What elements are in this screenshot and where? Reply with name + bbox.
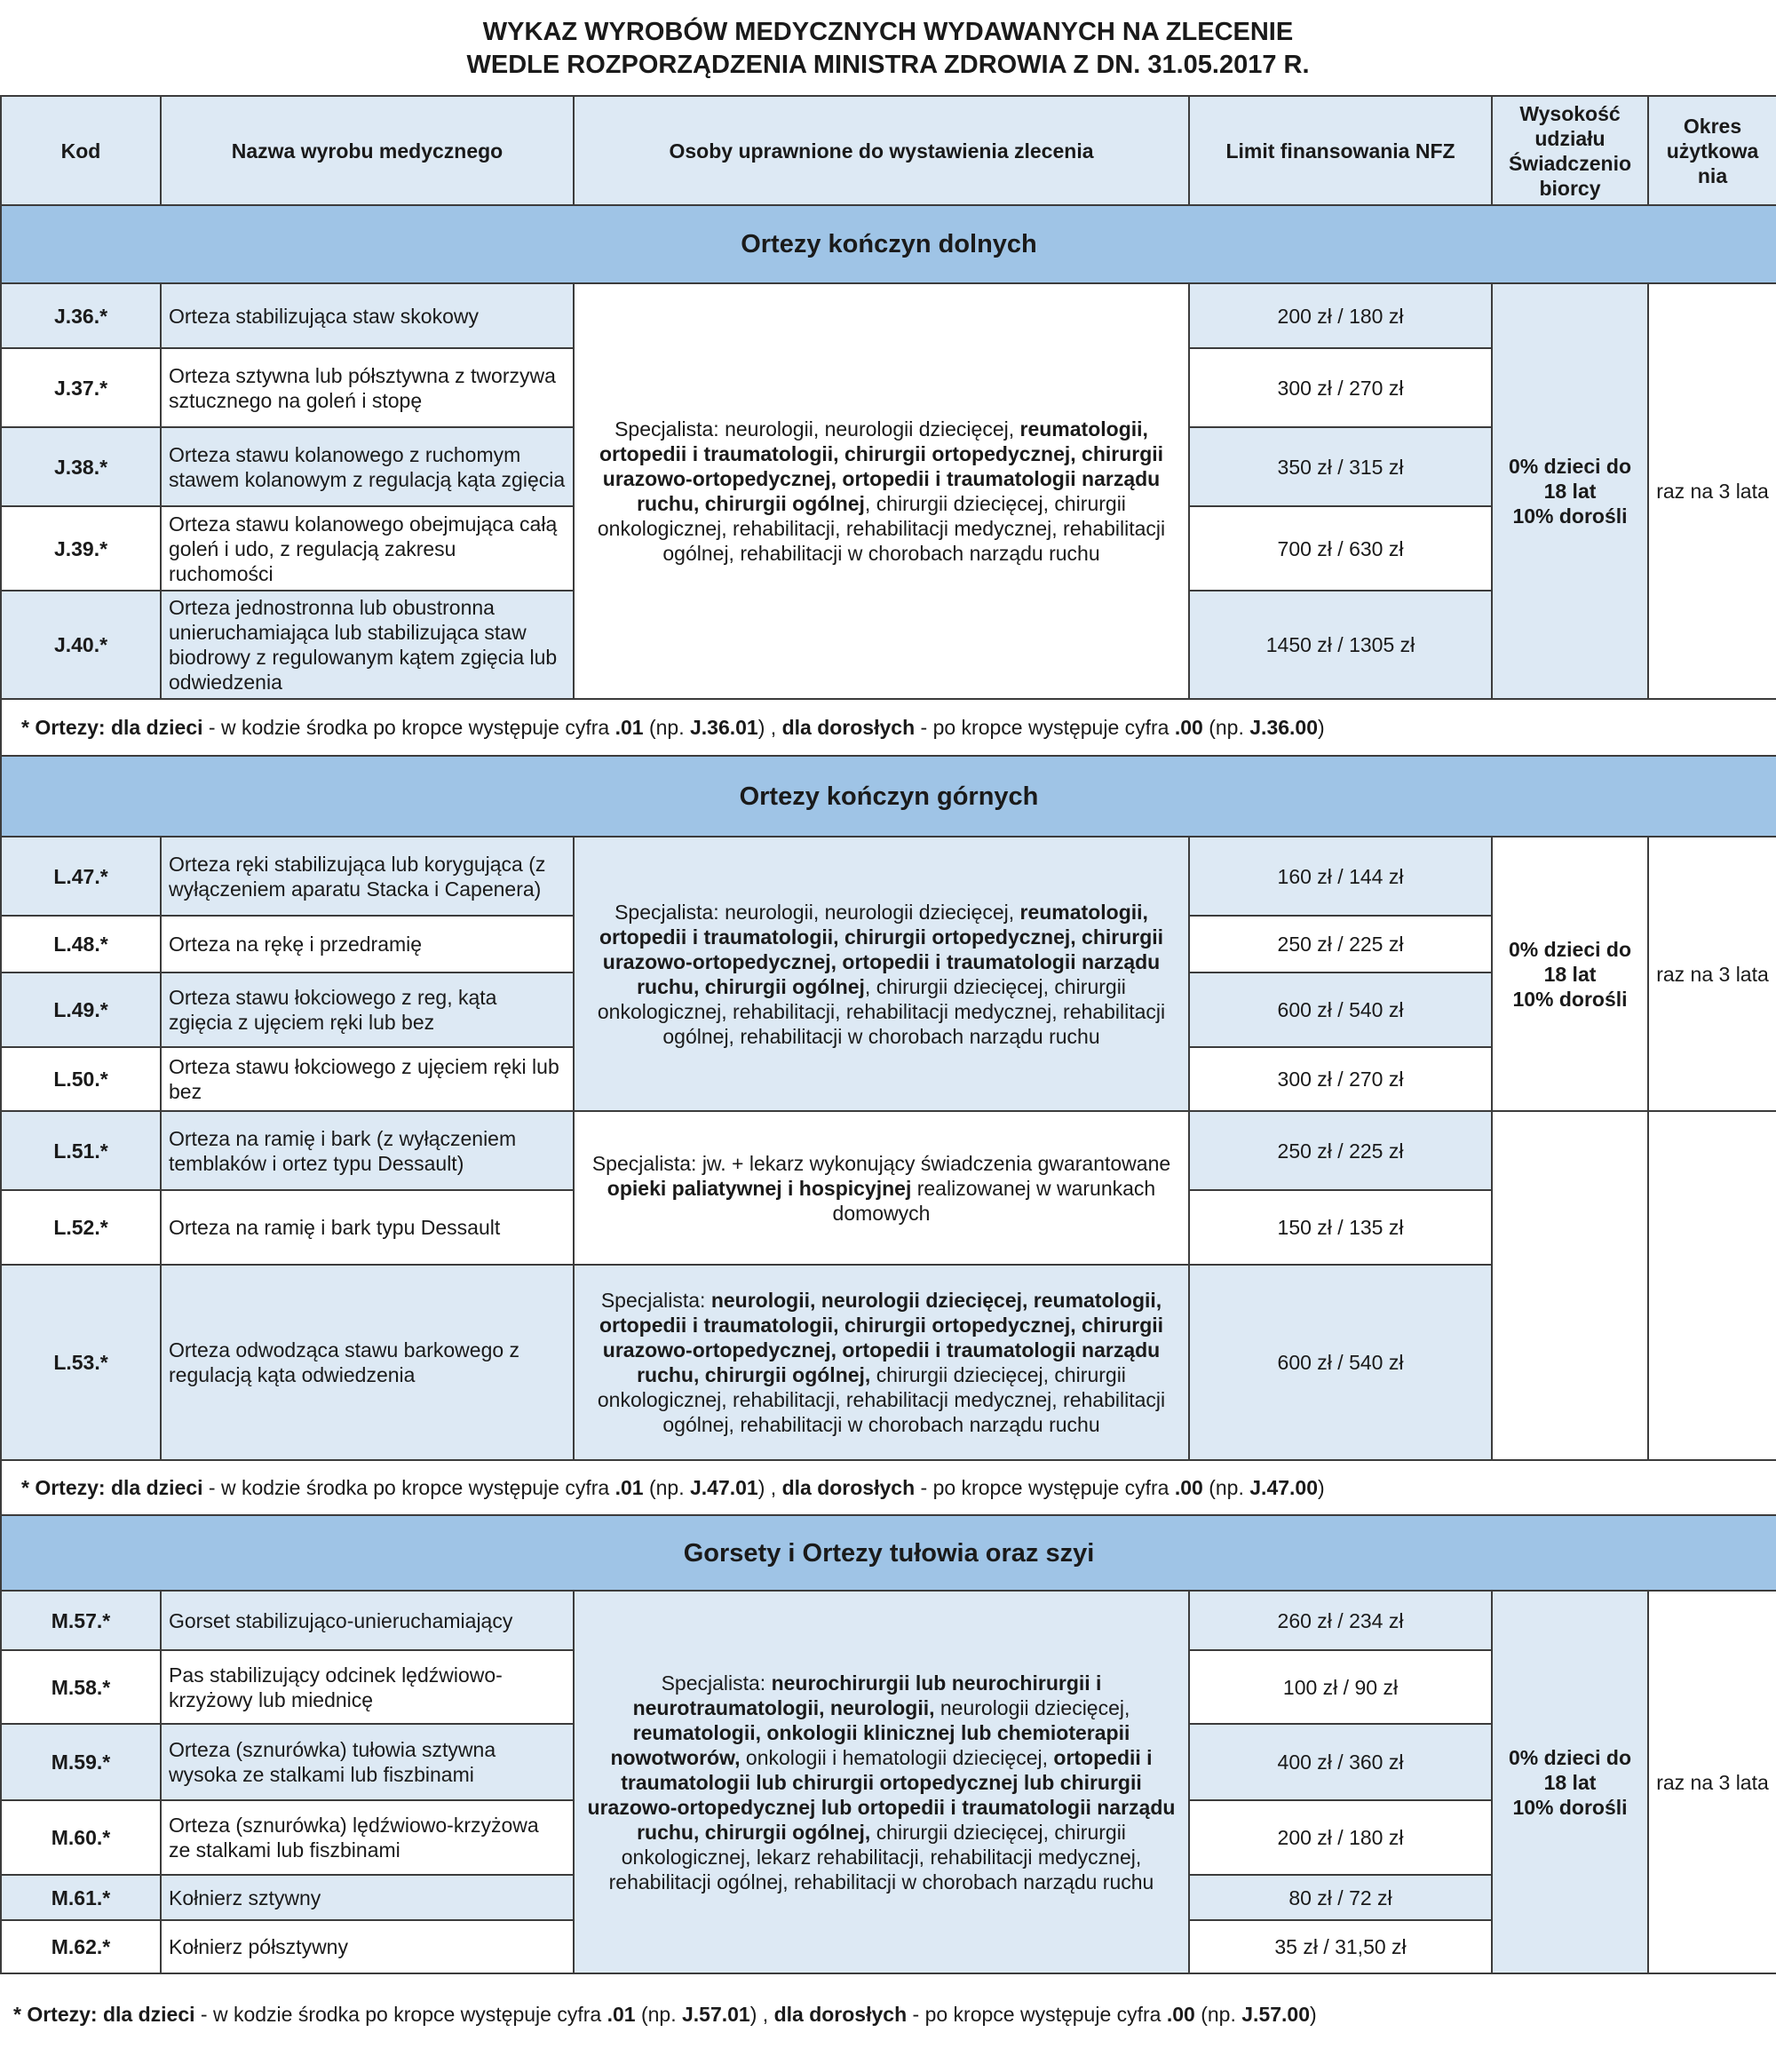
- row-limit: 250 zł / 225 zł: [1189, 1111, 1492, 1190]
- section-title: Ortezy kończyn górnych: [1, 756, 1776, 837]
- note-text: ) ,: [749, 2002, 774, 2026]
- row-code: M.57.*: [1, 1591, 161, 1650]
- persons-bold: reumatologii, onkologii klinicznej lub chemioterapii nowotworów,: [610, 1720, 1130, 1769]
- row-limit: 350 zł / 315 zł: [1189, 427, 1492, 506]
- row-code: L.52.*: [1, 1190, 161, 1265]
- row-name: Gorset stabilizująco-unieruchamiający: [161, 1591, 574, 1650]
- row-code: M.62.*: [1, 1920, 161, 1973]
- note-text: - po kropce występuje cyfra: [915, 716, 1175, 739]
- persons-text: realizowanej w warunkach domowych: [832, 1176, 1156, 1225]
- persons-text: Specjalista: neurologii, neurologii dziecięcej,: [614, 900, 1020, 924]
- footnote: [1, 1973, 1776, 2053]
- persons-bold: opieki paliatywnej i hospicyjnej: [607, 1176, 912, 1200]
- note-kids: dla dzieci: [110, 716, 203, 739]
- row-limit: 35 zł / 31,50 zł: [1189, 1920, 1492, 1973]
- note-text: (np.: [1194, 2002, 1242, 2026]
- authorized-persons: [574, 1265, 1189, 1460]
- row-code: L.47.*: [1, 837, 161, 916]
- table-row: [1, 837, 1776, 916]
- note-text: - w kodzie środka po kropce występuje cyfra: [202, 716, 615, 739]
- persons-text: Specjalista:: [661, 1671, 772, 1695]
- share-cell: [1492, 837, 1648, 1111]
- row-name: Orteza (sznurówka) lędźwiowo-krzyżowa ze stalkami lub fiszbinami: [161, 1800, 574, 1875]
- period-cell: raz na 3 lata: [1648, 837, 1776, 1111]
- section-header: [1, 1515, 1776, 1591]
- row-code: J.38.*: [1, 427, 161, 506]
- row-limit: 100 zł / 90 zł: [1189, 1650, 1492, 1724]
- authorized-persons: [574, 837, 1189, 1111]
- persons-text: Specjalista:: [600, 1289, 711, 1312]
- row-name: Orteza stawu łokciowego z ujęciem ręki lub bez: [161, 1047, 574, 1111]
- row-name: Orteza na ramię i bark (z wyłączeniem temblaków i ortez typu Dessault): [161, 1111, 574, 1190]
- row-limit: 260 zł / 234 zł: [1189, 1591, 1492, 1650]
- note-example: J.47.00: [1249, 1476, 1319, 1499]
- share-cell-empty: [1492, 1111, 1648, 1460]
- row-code: J.37.*: [1, 348, 161, 427]
- note-kids: dla dzieci: [102, 2002, 195, 2026]
- note-adults: dla dorosłych: [781, 1476, 916, 1499]
- note-kids: dla dzieci: [110, 1476, 203, 1499]
- row-code: L.51.*: [1, 1111, 161, 1190]
- header-share: Wysokość udziału Świadczenio biorcy: [1492, 96, 1648, 205]
- row-name: Orteza jednostronna lub obustronna unieruchamiająca lub stabilizująca staw biodrowy z regulowanym kątem zgięcia lub odwiedzenia: [161, 591, 574, 699]
- section-header: [1, 756, 1776, 837]
- persons-text: chirurgii dziecięcej, chirurgii onkologicznej, lekarz rehabilitacji, rehabilitacji medycznej, rehabilitacji ogólnej, rehabilitacji w chorobach narządu ruchu: [608, 1820, 1154, 1893]
- persons-text: , chirurgii dziecięcej, chirurgii onkologicznej, rehabilitacji, rehabilitacji medycznej, rehabilitacji ogólnej, rehabilitacji w chorobach narządu ruchu: [597, 974, 1166, 1048]
- persons-bold: neurochirurgii lub neurochirurgii i neurotraumatologii, neurologii,: [632, 1671, 1102, 1719]
- persons-bold: ortopedii i traumatologii lub chirurgii ortopedycznej lub chirurgii urazowo-ortopedycznej lub ortopedii i traumatologii narządu ruchu, chirurgii ogólnej,: [587, 1745, 1176, 1844]
- note-text: (np.: [643, 716, 690, 739]
- note-text: ) ,: [757, 1476, 782, 1499]
- row-limit: 200 zł / 180 zł: [1189, 1800, 1492, 1875]
- note-text: ): [1310, 2002, 1317, 2026]
- persons-bold: reumatologii, ortopedii i traumatologii, chirurgii ortopedycznej, chirurgii urazowo-ortopedycznej, ortopedii i traumatologii narządu ruchu, chirurgii ogólnej: [599, 417, 1164, 515]
- row-name: Orteza odwodząca stawu barkowego z regulacją kąta odwiedzenia: [161, 1265, 574, 1460]
- row-code: M.59.*: [1, 1724, 161, 1800]
- persons-bold: reumatologii, ortopedii i traumatologii, chirurgii ortopedycznej, chirurgii urazowo-ortopedycznej, ortopedii i traumatologii narządu ruchu, chirurgii ogólnej: [599, 900, 1164, 998]
- note-text: (np.: [1202, 1476, 1250, 1499]
- row-name: Orteza na rękę i przedramię: [161, 916, 574, 972]
- note-prefix: * Ortezy:: [21, 1476, 106, 1499]
- persons-bold: neurologii, neurologii dziecięcej, reumatologii, ortopedii i traumatologii, chirurgii ortopedycznej, chirurgii urazowo-ortopedycznej, ortopedii i traumatologii narządu ruchu, chirurgii ogólnej,: [599, 1289, 1164, 1386]
- footnote: [1, 1460, 1776, 1515]
- row-limit: 400 zł / 360 zł: [1189, 1724, 1492, 1800]
- note-prefix: * Ortezy:: [21, 716, 106, 739]
- share-line-1: 0% dzieci do 18 lat: [1508, 1745, 1632, 1794]
- section-header: [1, 205, 1776, 283]
- row-code: L.48.*: [1, 916, 161, 972]
- footnote-row: [1, 699, 1776, 756]
- row-name: Pas stabilizujący odcinek lędźwiowo-krzyżowy lub miednicę: [161, 1650, 574, 1724]
- medical-devices-table: [0, 95, 1776, 2053]
- row-name: Orteza sztywna lub półsztywna z tworzywa sztucznego na goleń i stopę: [161, 348, 574, 427]
- note-text: (np.: [643, 1476, 690, 1499]
- row-code: J.36.*: [1, 283, 161, 348]
- section-title: Ortezy kończyn dolnych: [1, 205, 1776, 283]
- share-line-2: 10% dorośli: [1512, 504, 1628, 528]
- period-cell: raz na 3 lata: [1648, 283, 1776, 699]
- row-code: L.53.*: [1, 1265, 161, 1460]
- note-text: - po kropce występuje cyfra: [915, 1476, 1175, 1499]
- share-line-2: 10% dorośli: [1512, 1795, 1628, 1819]
- note-digit: .01: [607, 2002, 636, 2026]
- note-text: ): [1318, 1476, 1325, 1499]
- row-limit: 250 zł / 225 zł: [1189, 916, 1492, 972]
- authorized-persons: [574, 1111, 1189, 1265]
- note-text: ) ,: [757, 716, 782, 739]
- header-period: Okres użytkowa nia: [1648, 96, 1776, 205]
- note-prefix: * Ortezy:: [13, 2002, 98, 2026]
- persons-text: Specjalista: neurologii, neurologii dziecięcej,: [614, 417, 1020, 441]
- header-name: Nazwa wyrobu medycznego: [161, 96, 574, 205]
- header-row: [1, 96, 1776, 205]
- share-cell: [1492, 1591, 1648, 1973]
- footnote: [1, 699, 1776, 756]
- row-code: M.60.*: [1, 1800, 161, 1875]
- row-name: Orteza stawu kolanowego obejmująca całą goleń i udo, z regulacją zakresu ruchomości: [161, 506, 574, 591]
- note-example: J.36.00: [1249, 716, 1319, 739]
- row-code: L.50.*: [1, 1047, 161, 1111]
- note-digit: .00: [1174, 1476, 1203, 1499]
- share-line-1: 0% dzieci do 18 lat: [1508, 937, 1632, 986]
- note-digit: .00: [1174, 716, 1203, 739]
- persons-text: chirurgii dziecięcej, chirurgii onkologicznej, rehabilitacji, rehabilitacji medycznej, rehabilitacji ogólnej, rehabilitacji w chorobach narządu ruchu: [597, 1363, 1166, 1436]
- footnote-row: [1, 1973, 1776, 2053]
- row-code: L.49.*: [1, 972, 161, 1047]
- persons-text: onkologii i hematologii dziecięcej,: [740, 1745, 1054, 1769]
- share-line-1: 0% dzieci do 18 lat: [1508, 455, 1632, 503]
- row-limit: 80 zł / 72 zł: [1189, 1875, 1492, 1920]
- table-row: [1, 1591, 1776, 1650]
- note-example: J.57.01: [681, 2002, 750, 2026]
- period-cell: raz na 3 lata: [1648, 1591, 1776, 1973]
- persons-text: Specjalista: jw. + lekarz wykonujący świadczenia gwarantowane: [591, 1151, 1171, 1175]
- row-code: J.39.*: [1, 506, 161, 591]
- row-limit: 600 zł / 540 zł: [1189, 1265, 1492, 1460]
- note-digit: .01: [614, 1476, 644, 1499]
- note-text: ): [1318, 716, 1325, 739]
- share-cell: [1492, 283, 1648, 699]
- note-digit: .01: [614, 716, 644, 739]
- row-name: Orteza stawu łokciowego z reg, kąta zgięcia z ujęciem ręki lub bez: [161, 972, 574, 1047]
- footnote-row: [1, 1460, 1776, 1515]
- note-adults: dla dorosłych: [781, 716, 916, 739]
- note-text: (np.: [635, 2002, 682, 2026]
- title-line-2: WEDLE ROZPORZĄDZENIA MINISTRA ZDROWIA Z DN. 31.05.2017 R.: [466, 51, 1310, 79]
- row-code: M.61.*: [1, 1875, 161, 1920]
- row-limit: 150 zł / 135 zł: [1189, 1190, 1492, 1265]
- note-adults: dla dorosłych: [773, 2002, 908, 2026]
- persons-text: neurologii dziecięcej,: [934, 1695, 1130, 1719]
- period-cell-empty: [1648, 1111, 1776, 1460]
- row-limit: 700 zł / 630 zł: [1189, 506, 1492, 591]
- share-line-2: 10% dorośli: [1512, 987, 1628, 1011]
- row-code: J.40.*: [1, 591, 161, 699]
- row-name: Kołnierz sztywny: [161, 1875, 574, 1920]
- row-limit: 160 zł / 144 zł: [1189, 837, 1492, 916]
- row-limit: 200 zł / 180 zł: [1189, 283, 1492, 348]
- row-name: Orteza na ramię i bark typu Dessault: [161, 1190, 574, 1265]
- title-line-1: WYKAZ WYROBÓW MEDYCZNYCH WYDAWANYCH NA ZLECENIE: [482, 18, 1294, 46]
- row-name: Orteza stabilizująca staw skokowy: [161, 283, 574, 348]
- note-digit: .00: [1166, 2002, 1195, 2026]
- row-limit: 600 zł / 540 zł: [1189, 972, 1492, 1047]
- note-example: J.57.00: [1241, 2002, 1311, 2026]
- table-row: [1, 1111, 1776, 1190]
- persons-text: , chirurgii dziecięcej, chirurgii onkologicznej, rehabilitacji, rehabilitacji medycznej, rehabilitacji ogólnej, rehabilitacji w chorobach narządu ruchu: [597, 492, 1166, 565]
- row-limit: 300 zł / 270 zł: [1189, 348, 1492, 427]
- header-persons: Osoby uprawnione do wystawienia zlecenia: [574, 96, 1189, 205]
- note-example: J.47.01: [689, 1476, 758, 1499]
- note-example: J.36.01: [689, 716, 758, 739]
- authorized-persons: [574, 1591, 1189, 1973]
- table-row: [1, 283, 1776, 348]
- document-title: [0, 16, 1776, 82]
- header-limit: Limit finansowania NFZ: [1189, 96, 1492, 205]
- authorized-persons: [574, 283, 1189, 699]
- row-name: Orteza stawu kolanowego z ruchomym stawem kolanowym z regulacją kąta zgięcia: [161, 427, 574, 506]
- note-text: - w kodzie środka po kropce występuje cyfra: [194, 2002, 607, 2026]
- row-name: Orteza (sznurówka) tułowia sztywna wysoka ze stalkami lub fiszbinami: [161, 1724, 574, 1800]
- row-name: Orteza ręki stabilizująca lub korygująca (z wyłączeniem aparatu Stacka i Capenera): [161, 837, 574, 916]
- row-name: Kołnierz półsztywny: [161, 1920, 574, 1973]
- note-text: (np.: [1202, 716, 1250, 739]
- note-text: - w kodzie środka po kropce występuje cyfra: [202, 1476, 615, 1499]
- section-title: Gorsety i Ortezy tułowia oraz szyi: [1, 1515, 1776, 1591]
- note-text: - po kropce występuje cyfra: [907, 2002, 1167, 2026]
- header-code: Kod: [1, 96, 161, 205]
- row-limit: 1450 zł / 1305 zł: [1189, 591, 1492, 699]
- row-limit: 300 zł / 270 zł: [1189, 1047, 1492, 1111]
- row-code: M.58.*: [1, 1650, 161, 1724]
